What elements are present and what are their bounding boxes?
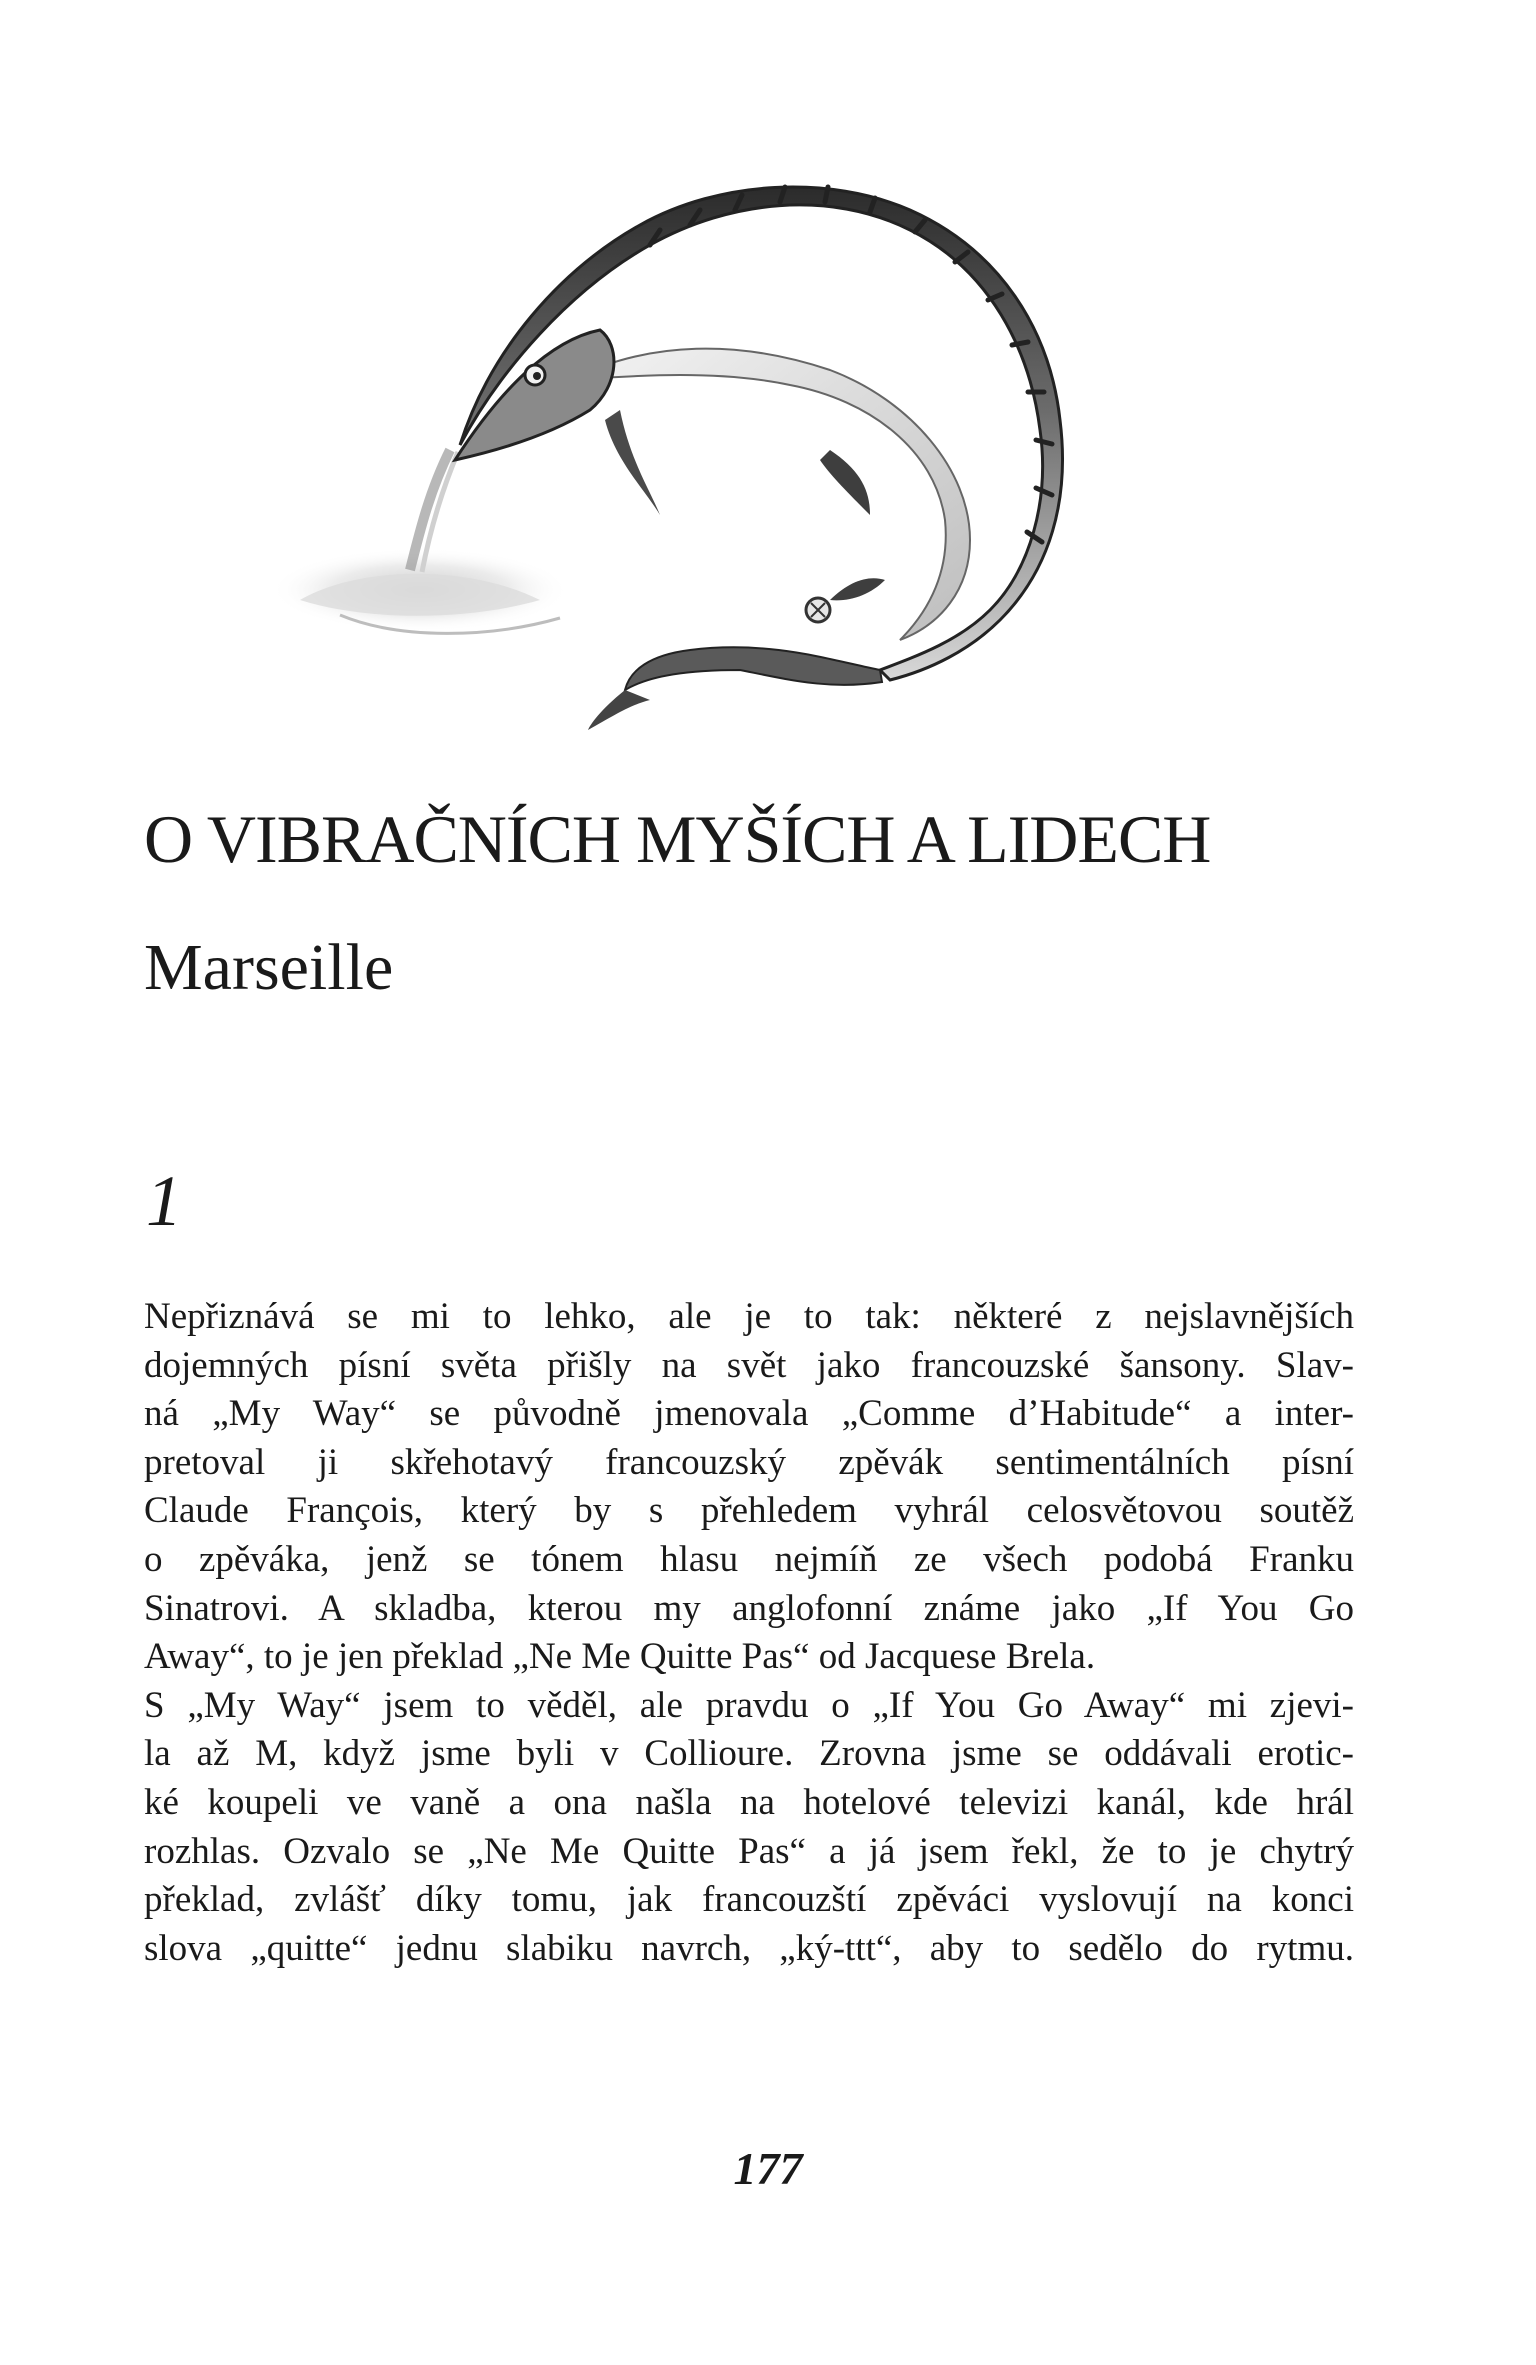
text-line: S „My Way“ jsem to věděl, ale pravdu o „If You Go Away“ mi zjevi- <box>144 1684 1354 1726</box>
text-line: la až M, když jsme byli v Collioure. Zrovna jsme se oddávali erotic- <box>144 1733 1354 1775</box>
sturgeon-illustration-icon <box>270 170 1230 730</box>
text-line: o zpěváka, jenž se tónem hlasu nejmíň ze všech podobá Franku <box>144 1538 1354 1580</box>
text-line: rozhlas. Ozvalo se „Ne Me Quitte Pas“ a já jsem řekl, že to je chytrý <box>144 1830 1354 1872</box>
chapter-title: O VIBRAČNÍCH MYŠÍCH A LIDECH <box>144 801 1211 877</box>
body-text <box>144 1293 1354 1973</box>
text-line: pretoval ji skřehotavý francouzský zpěvák sentimentálních písní <box>144 1441 1354 1483</box>
text-line: překlad, zvlášť díky tomu, jak francouzští zpěváci vyslovují na konci <box>144 1879 1354 1921</box>
text-line: dojemných písní světa přišly na svět jako francouzské šansony. Slav- <box>144 1344 1354 1386</box>
text-line: Claude François, který by s přehledem vyhrál celosvětovou soutěž <box>144 1490 1354 1532</box>
text-line: slova „quitte“ jednu slabiku navrch, „ký-ttt“, aby to sedělo do rytmu. <box>144 1927 1354 1969</box>
text-line: ná „My Way“ se původně jmenovala „Comme d’Habitude“ a inter- <box>144 1393 1354 1435</box>
text-line: Sinatrovi. A skladba, kterou my anglofonní známe jako „If You Go <box>144 1587 1354 1629</box>
text-line: Away“, to je jen překlad „Ne Me Quitte Pas“ od Jacquese Brela. <box>144 1636 1096 1678</box>
text-line: ké koupeli ve vaně a ona našla na hotelové televizi kanál, kde hrál <box>144 1781 1354 1823</box>
section-number: 1 <box>146 1161 182 1241</box>
page-number: 177 <box>733 2143 803 2194</box>
chapter-subtitle: Marseille <box>144 931 394 1004</box>
text-line: Nepřiznává se mi to lehko, ale je to tak: některé z nejslavnějších <box>144 1296 1354 1337</box>
